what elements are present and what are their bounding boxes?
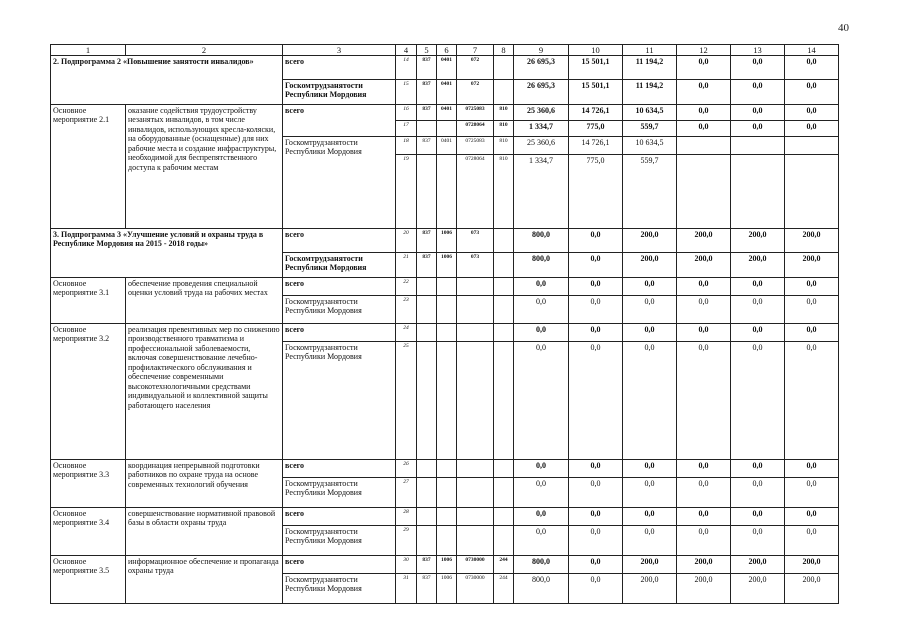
- code-row-number: 30: [396, 556, 417, 574]
- value-cell: 11 194,2: [623, 56, 677, 80]
- value-cell: 14 726,1: [569, 137, 623, 155]
- value-cell: 200,0: [785, 229, 839, 253]
- value-cell: 0,0: [623, 324, 677, 342]
- value-cell: 200,0: [731, 253, 785, 278]
- code-rzpr: 1006: [437, 574, 457, 604]
- header-cell: 6: [437, 45, 457, 56]
- code-csr: 0728064: [457, 121, 494, 137]
- code-csr: [457, 526, 494, 556]
- code-grbs: 837: [417, 253, 437, 278]
- header-cell: 10: [569, 45, 623, 56]
- value-cell: 1 334,7: [514, 155, 569, 229]
- value-cell: 15 501,1: [569, 80, 623, 105]
- code-csr: 0728064: [457, 155, 494, 229]
- code-grbs: 837: [417, 80, 437, 105]
- code-rzpr: [437, 155, 457, 229]
- value-cell: 0,0: [569, 278, 623, 296]
- value-cell: 0,0: [514, 342, 569, 460]
- value-cell: 0,0: [731, 508, 785, 526]
- code-vr: [494, 508, 514, 526]
- page-number: 40: [838, 22, 849, 34]
- header-cell: 2: [126, 45, 283, 56]
- code-row-number: 28: [396, 508, 417, 526]
- activity-row: [51, 278, 839, 296]
- row-label: всего: [283, 508, 396, 526]
- value-cell: 0,0: [677, 342, 731, 460]
- value-cell: 200,0: [785, 556, 839, 574]
- row-label: Госкомтрудзанятости Республики Мордовия: [283, 526, 396, 556]
- code-rzpr: 0401: [437, 137, 457, 155]
- code-vr: [494, 253, 514, 278]
- code-rzpr: [437, 121, 457, 137]
- code-rzpr: 0401: [437, 80, 457, 105]
- code-grbs: 837: [417, 137, 437, 155]
- row-label: всего: [283, 556, 396, 574]
- value-cell: 0,0: [514, 526, 569, 556]
- value-cell: 0,0: [569, 296, 623, 324]
- row-label: всего: [283, 56, 396, 80]
- row-label: всего: [283, 460, 396, 478]
- value-cell: 0,0: [731, 278, 785, 296]
- row-label: всего: [283, 278, 396, 296]
- value-cell: [785, 155, 839, 229]
- value-cell: 0,0: [785, 478, 839, 508]
- code-csr: 073: [457, 229, 494, 253]
- activity-row: [51, 324, 839, 342]
- value-cell: 0,0: [731, 121, 785, 137]
- value-cell: 800,0: [514, 574, 569, 604]
- code-grbs: 837: [417, 574, 437, 604]
- code-row-number: 23: [396, 296, 417, 324]
- code-rzpr: 1006: [437, 229, 457, 253]
- value-cell: 0,0: [677, 296, 731, 324]
- value-cell: 10 634,5: [623, 105, 677, 121]
- code-rzpr: 0401: [437, 56, 457, 80]
- value-cell: 26 695,3: [514, 56, 569, 80]
- value-cell: 800,0: [514, 556, 569, 574]
- code-rzpr: [437, 460, 457, 478]
- code-grbs: [417, 324, 437, 342]
- row-label: всего: [283, 229, 396, 253]
- code-vr: [494, 56, 514, 80]
- value-cell: 0,0: [731, 460, 785, 478]
- code-rzpr: [437, 508, 457, 526]
- header-cell: 12: [677, 45, 731, 56]
- activity-description: информационное обеспечение и пропаганда охраны труда: [126, 556, 283, 604]
- row-label: всего: [283, 324, 396, 342]
- code-grbs: [417, 478, 437, 508]
- subprogram-title: 2. Подпрограмма 2 «Повышение занятости инвалидов»: [51, 56, 283, 105]
- value-cell: [677, 137, 731, 155]
- code-csr: [457, 508, 494, 526]
- code-vr: [494, 296, 514, 324]
- budget-table: [50, 44, 839, 604]
- value-cell: 200,0: [623, 574, 677, 604]
- value-cell: 559,7: [623, 155, 677, 229]
- value-cell: 0,0: [785, 121, 839, 137]
- header-cell: 13: [731, 45, 785, 56]
- code-csr: 0725083: [457, 105, 494, 121]
- value-cell: 800,0: [514, 253, 569, 278]
- value-cell: 0,0: [731, 324, 785, 342]
- value-cell: 10 634,5: [623, 137, 677, 155]
- value-cell: 0,0: [623, 342, 677, 460]
- value-cell: 0,0: [731, 478, 785, 508]
- value-cell: 0,0: [677, 80, 731, 105]
- value-cell: 559,7: [623, 121, 677, 137]
- value-cell: 200,0: [731, 229, 785, 253]
- code-row-number: 18: [396, 137, 417, 155]
- header-cell: 5: [417, 45, 437, 56]
- code-row-number: 25: [396, 342, 417, 460]
- activity-row: [51, 460, 839, 478]
- header-cell: 14: [785, 45, 839, 56]
- value-cell: 0,0: [785, 278, 839, 296]
- value-cell: 200,0: [731, 556, 785, 574]
- code-row-number: 17: [396, 121, 417, 137]
- code-grbs: [417, 508, 437, 526]
- code-row-number: 24: [396, 324, 417, 342]
- code-grbs: 837: [417, 56, 437, 80]
- value-cell: 0,0: [731, 105, 785, 121]
- code-vr: 244: [494, 574, 514, 604]
- value-cell: 0,0: [569, 508, 623, 526]
- value-cell: 0,0: [623, 526, 677, 556]
- code-vr: [494, 278, 514, 296]
- code-row-number: 21: [396, 253, 417, 278]
- code-row-number: 27: [396, 478, 417, 508]
- code-vr: 810: [494, 155, 514, 229]
- header-row: [51, 45, 839, 56]
- value-cell: 0,0: [569, 574, 623, 604]
- row-label: Госкомтрудзанятости Республики Мордовия: [283, 80, 396, 105]
- code-rzpr: [437, 478, 457, 508]
- header-cell: 7: [457, 45, 494, 56]
- code-grbs: 837: [417, 556, 437, 574]
- header-cell: 11: [623, 45, 677, 56]
- value-cell: 1 334,7: [514, 121, 569, 137]
- code-row-number: 14: [396, 56, 417, 80]
- value-cell: 0,0: [569, 342, 623, 460]
- code-csr: [457, 342, 494, 460]
- code-row-number: 16: [396, 105, 417, 121]
- value-cell: 0,0: [569, 229, 623, 253]
- code-grbs: [417, 296, 437, 324]
- code-vr: [494, 324, 514, 342]
- code-csr: 0730000: [457, 556, 494, 574]
- code-grbs: [417, 526, 437, 556]
- code-row-number: 26: [396, 460, 417, 478]
- activity-name: Основное мероприятие 3.1: [51, 278, 126, 324]
- activity-row: [51, 556, 839, 574]
- value-cell: 0,0: [623, 296, 677, 324]
- row-label: Госкомтрудзанятости Республики Мордовия: [283, 478, 396, 508]
- value-cell: 0,0: [569, 478, 623, 508]
- value-cell: 0,0: [785, 105, 839, 121]
- code-csr: 073: [457, 253, 494, 278]
- value-cell: 0,0: [731, 526, 785, 556]
- value-cell: 0,0: [677, 324, 731, 342]
- code-rzpr: 1006: [437, 253, 457, 278]
- code-vr: [494, 460, 514, 478]
- value-cell: 0,0: [569, 556, 623, 574]
- header-cell: 1: [51, 45, 126, 56]
- code-csr: 0725083: [457, 137, 494, 155]
- value-cell: 0,0: [514, 508, 569, 526]
- code-csr: [457, 296, 494, 324]
- value-cell: 0,0: [785, 324, 839, 342]
- value-cell: 0,0: [514, 278, 569, 296]
- code-grbs: [417, 121, 437, 137]
- code-rzpr: 1006: [437, 556, 457, 574]
- value-cell: 775,0: [569, 121, 623, 137]
- value-cell: 0,0: [677, 460, 731, 478]
- value-cell: 14 726,1: [569, 105, 623, 121]
- value-cell: [731, 137, 785, 155]
- value-cell: 0,0: [569, 324, 623, 342]
- code-rzpr: [437, 324, 457, 342]
- code-vr: [494, 229, 514, 253]
- value-cell: 0,0: [623, 508, 677, 526]
- code-rzpr: 0401: [437, 105, 457, 121]
- header-cell: 4: [396, 45, 417, 56]
- value-cell: 11 194,2: [623, 80, 677, 105]
- code-vr: 810: [494, 137, 514, 155]
- code-grbs: [417, 278, 437, 296]
- value-cell: 0,0: [623, 478, 677, 508]
- code-csr: [457, 478, 494, 508]
- value-cell: 0,0: [623, 278, 677, 296]
- code-rzpr: [437, 296, 457, 324]
- code-vr: 810: [494, 121, 514, 137]
- activity-row: [51, 105, 839, 121]
- code-row-number: 29: [396, 526, 417, 556]
- activity-description: реализация превентивных мер по снижению производственного травматизма и профессиональной заболеваемости, включая совершенствование лечебно-профилактического обслуживания и обеспечение современными высокотехнологичными средствами индивидуальной и коллективной защиты работающего населения: [126, 324, 283, 460]
- value-cell: 200,0: [731, 574, 785, 604]
- value-cell: [677, 155, 731, 229]
- value-cell: 0,0: [677, 508, 731, 526]
- code-row-number: 15: [396, 80, 417, 105]
- code-vr: 810: [494, 105, 514, 121]
- code-grbs: [417, 342, 437, 460]
- code-vr: [494, 342, 514, 460]
- row-label: Госкомтрудзанятости Республики Мордовия: [283, 296, 396, 324]
- value-cell: 0,0: [731, 80, 785, 105]
- value-cell: [785, 137, 839, 155]
- row-label: Госкомтрудзанятости Республики Мордовия: [283, 342, 396, 460]
- activity-name: Основное мероприятие 3.5: [51, 556, 126, 604]
- code-vr: [494, 526, 514, 556]
- code-rzpr: [437, 342, 457, 460]
- value-cell: 800,0: [514, 229, 569, 253]
- activity-description: совершенствование нормативной правовой базы в области охраны труда: [126, 508, 283, 556]
- value-cell: 0,0: [677, 56, 731, 80]
- value-cell: 0,0: [677, 478, 731, 508]
- code-grbs: 837: [417, 105, 437, 121]
- code-csr: 072: [457, 80, 494, 105]
- header-cell: 9: [514, 45, 569, 56]
- value-cell: 200,0: [677, 556, 731, 574]
- value-cell: 0,0: [785, 526, 839, 556]
- value-cell: 0,0: [514, 478, 569, 508]
- value-cell: 0,0: [731, 56, 785, 80]
- code-vr: [494, 478, 514, 508]
- activity-description: координация непрерывной подготовки работников по охране труда на основе современных технологий обучения: [126, 460, 283, 508]
- code-row-number: 31: [396, 574, 417, 604]
- code-row-number: 19: [396, 155, 417, 229]
- code-rzpr: [437, 526, 457, 556]
- subprogram-row: [51, 229, 839, 253]
- code-csr: 0730000: [457, 574, 494, 604]
- code-rzpr: [437, 278, 457, 296]
- code-row-number: 22: [396, 278, 417, 296]
- code-grbs: [417, 155, 437, 229]
- value-cell: 200,0: [785, 253, 839, 278]
- value-cell: 200,0: [623, 253, 677, 278]
- subprogram-title: 3. Подпрограмма 3 «Улучшение условий и охраны труда в Республике Мордовия на 2015 - 2018 годы»: [51, 229, 283, 278]
- value-cell: 0,0: [785, 80, 839, 105]
- value-cell: 0,0: [731, 342, 785, 460]
- activity-name: Основное мероприятие 3.2: [51, 324, 126, 460]
- activity-name: Основное мероприятие 3.3: [51, 460, 126, 508]
- value-cell: 25 360,6: [514, 105, 569, 121]
- value-cell: 0,0: [569, 253, 623, 278]
- header-cell: 8: [494, 45, 514, 56]
- value-cell: 0,0: [785, 56, 839, 80]
- value-cell: 200,0: [677, 229, 731, 253]
- value-cell: 0,0: [785, 460, 839, 478]
- code-csr: [457, 278, 494, 296]
- value-cell: 0,0: [514, 460, 569, 478]
- value-cell: 200,0: [623, 556, 677, 574]
- value-cell: 0,0: [677, 526, 731, 556]
- code-csr: 072: [457, 56, 494, 80]
- code-vr: [494, 80, 514, 105]
- value-cell: 26 695,3: [514, 80, 569, 105]
- value-cell: 0,0: [623, 460, 677, 478]
- row-label: Госкомтрудзанятости Республики Мордовия: [283, 574, 396, 604]
- value-cell: 0,0: [514, 296, 569, 324]
- value-cell: 200,0: [623, 229, 677, 253]
- header-cell: 3: [283, 45, 396, 56]
- value-cell: 0,0: [731, 296, 785, 324]
- value-cell: 15 501,1: [569, 56, 623, 80]
- value-cell: [731, 155, 785, 229]
- row-label: Госкомтрудзанятости Республики Мордовия: [283, 137, 396, 229]
- activity-name: Основное мероприятие 2.1: [51, 105, 126, 229]
- value-cell: 0,0: [677, 278, 731, 296]
- value-cell: 0,0: [785, 508, 839, 526]
- value-cell: 0,0: [677, 121, 731, 137]
- value-cell: 200,0: [677, 574, 731, 604]
- value-cell: 0,0: [569, 460, 623, 478]
- code-csr: [457, 324, 494, 342]
- value-cell: 0,0: [785, 296, 839, 324]
- code-csr: [457, 460, 494, 478]
- value-cell: 200,0: [677, 253, 731, 278]
- activity-description: оказание содействия трудоустройству незанятых инвалидов, в том числе инвалидов, использующих кресла-коляски, на оборудованные (оснащенные) для них рабочие места и создание инфраструктуры, необходимой для беспрепятственного доступа к рабочим местам: [126, 105, 283, 229]
- code-grbs: [417, 460, 437, 478]
- row-label: всего: [283, 105, 396, 137]
- value-cell: 0,0: [785, 342, 839, 460]
- subprogram-row: [51, 56, 839, 80]
- activity-name: Основное мероприятие 3.4: [51, 508, 126, 556]
- activity-description: обеспечение проведения специальной оценки условий труда на рабочих местах: [126, 278, 283, 324]
- value-cell: 0,0: [677, 105, 731, 121]
- code-grbs: 837: [417, 229, 437, 253]
- value-cell: 0,0: [569, 526, 623, 556]
- code-row-number: 20: [396, 229, 417, 253]
- value-cell: 0,0: [514, 324, 569, 342]
- activity-row: [51, 508, 839, 526]
- code-vr: 244: [494, 556, 514, 574]
- value-cell: 25 360,6: [514, 137, 569, 155]
- value-cell: 200,0: [785, 574, 839, 604]
- row-label: Госкомтрудзанятости Республики Мордовия: [283, 253, 396, 278]
- value-cell: 775,0: [569, 155, 623, 229]
